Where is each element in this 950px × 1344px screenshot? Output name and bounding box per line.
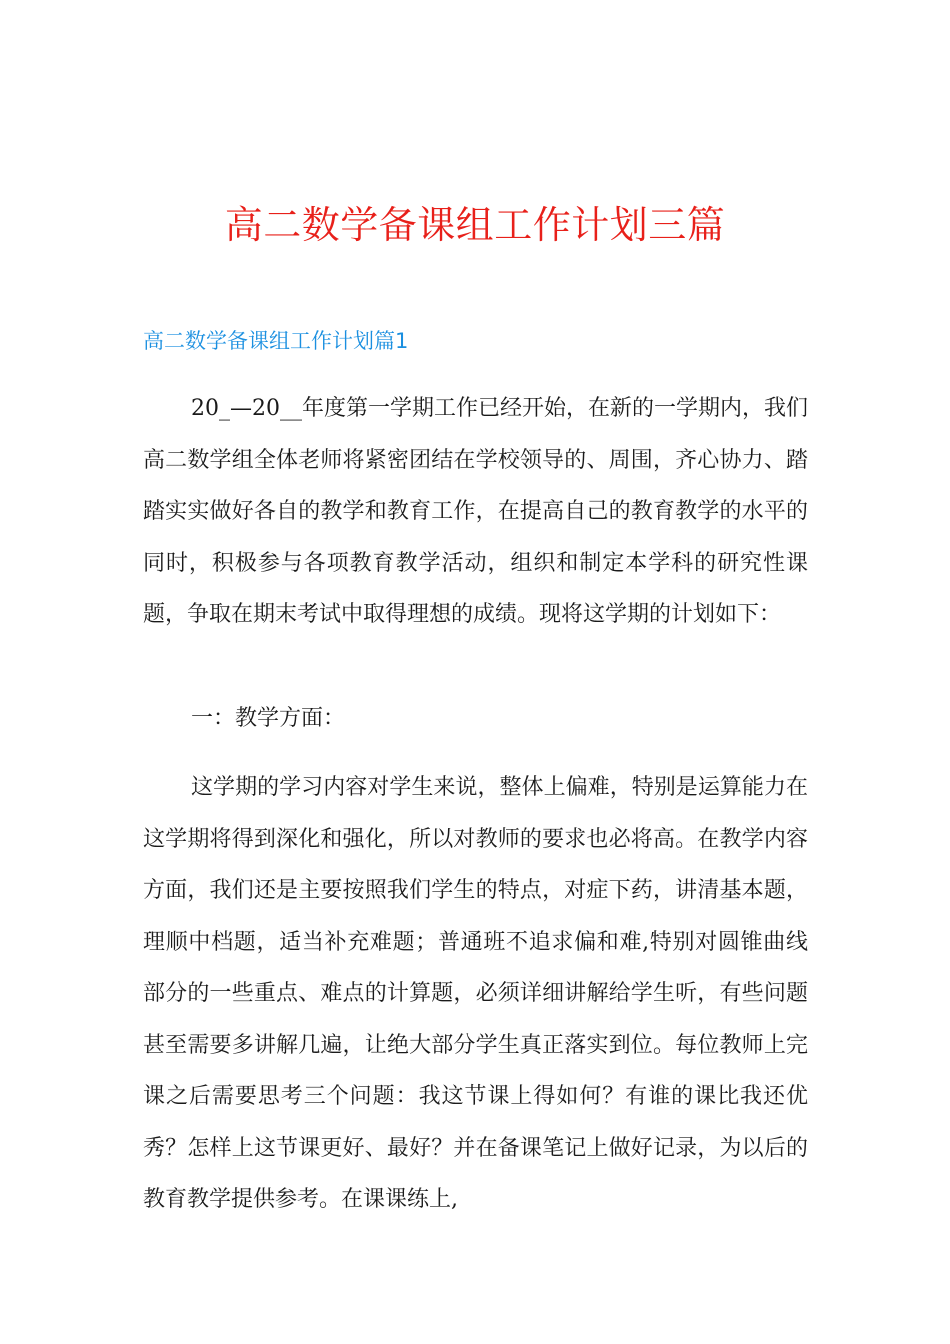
paragraph-teaching-content: 这学期的学习内容对学生来说，整体上偏难，特别是运算能力在这学期将得到深化和强化，所以对教师的要求也必将高。在教学内容方面，我们还是主要按照我们学生的特点，对症下药，讲清基本题，理顺中档题，适当补充难题；普通班不追求偏和难,特别对圆锥曲线部分的一些重点、难点的计算题，必须详细讲解给学生听，有些问题甚至需要多讲解几遍，让绝大部分学生真正落实到位。每位教师上完课之后需要思考三个问题：我这节课上得如何？有谁的课比我还优秀？怎样上这节课更好、最好？并在备课笔记上做好记录，为以后的教育教学提供参考。在课课练上, [143,775,808,1212]
section-heading: 高二数学备课组工作计划篇1 [143,329,409,353]
paragraph-teaching-heading: 一：教学方面： [191,706,346,731]
document-title: 高二数学备课组工作计划三篇 [224,203,726,247]
paragraph-intro: 20_—20__年度第一学期工作已经开始，在新的一学期内，我们高二数学组全体老师将紧密团结在学校领导的、周围，齐心协力、踏踏实实做好各自的教学和教育工作，在提高自己的教育教学的水平的同时，积极参与各项教育教学活动，组织和制定本学科的研究性课题，争取在期末考试中取得理想的成绩。现将这学期的计划如下： [143,396,808,627]
